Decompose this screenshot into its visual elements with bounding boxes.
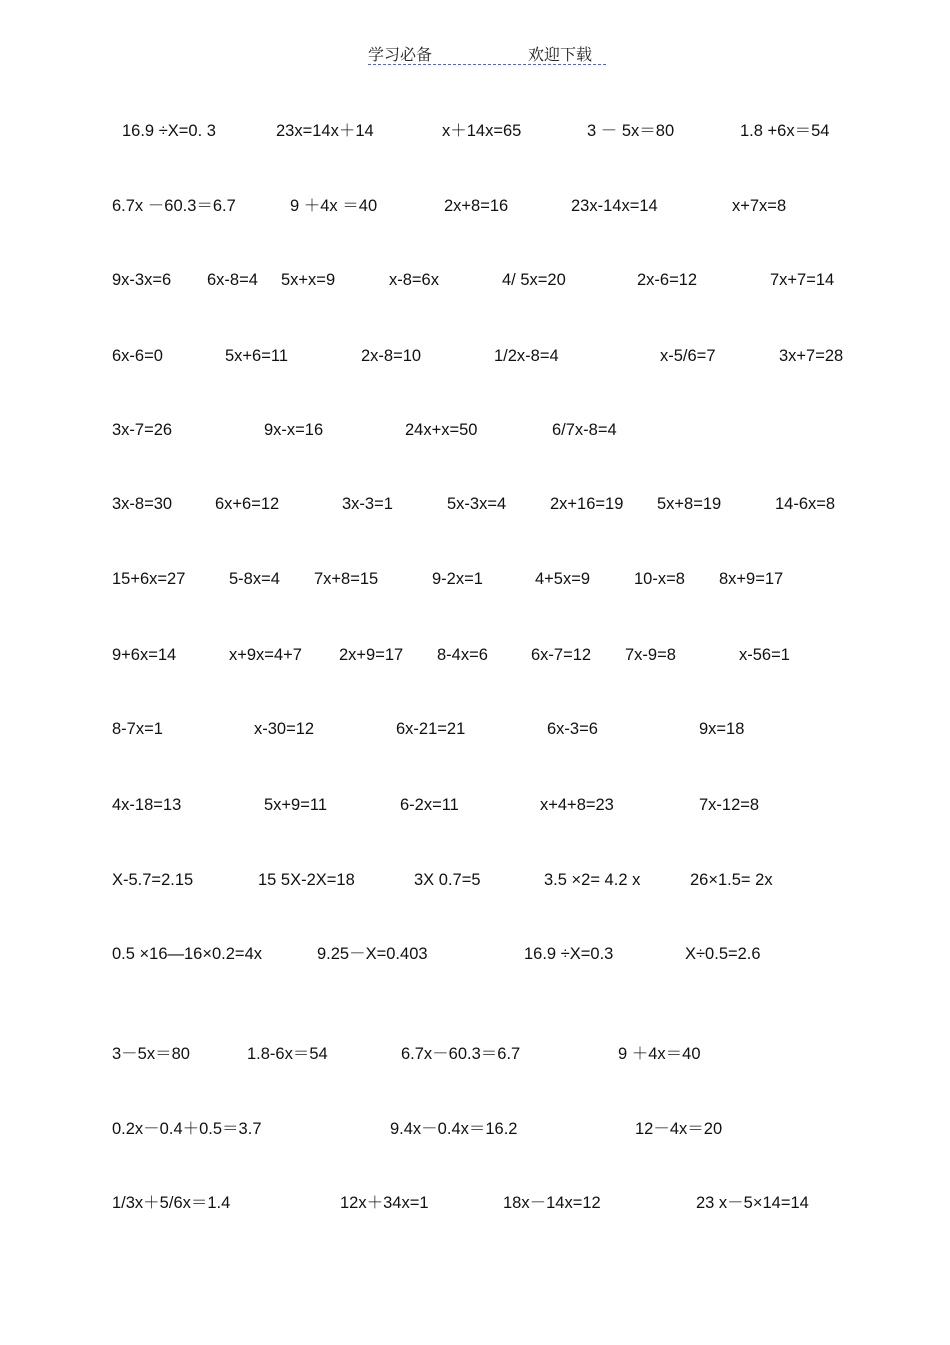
equation: 24x+x=50 xyxy=(405,421,478,439)
equation: 5x+6=11 xyxy=(225,347,289,365)
equation: 1/2x-8=4 xyxy=(494,347,559,365)
equation: 2x-8=10 xyxy=(361,347,422,365)
equation: 9x-3x=6 xyxy=(112,271,172,289)
equation: 2x-6=12 xyxy=(637,271,698,289)
equation: 9.4x－0.4x＝16.2 xyxy=(390,1120,518,1138)
equation: x-5/6=7 xyxy=(660,347,716,365)
equation: 0.2x－0.4＋0.5＝3.7 xyxy=(112,1120,262,1138)
equation: 6x-6=0 xyxy=(112,347,163,365)
equation: 1.8 +6x＝54 xyxy=(740,122,830,140)
equation: 5x+9=11 xyxy=(264,796,328,814)
equation: 6x-8=4 xyxy=(207,271,258,289)
equation: 9-2x=1 xyxy=(432,570,483,588)
header-right-text: 欢迎下载 xyxy=(528,45,593,64)
equation: 3 － 5x＝80 xyxy=(587,122,675,140)
equation: 9 ＋4x＝40 xyxy=(618,1045,701,1063)
equation: X-5.7=2.15 xyxy=(112,871,194,889)
equation: 26×1.5= 2x xyxy=(690,871,773,889)
equation: 7x-12=8 xyxy=(699,796,760,814)
equation: 5-8x=4 xyxy=(229,570,280,588)
page-header xyxy=(0,40,950,70)
equation: 6/7x-8=4 xyxy=(552,421,617,439)
equation: 9 ＋4x ＝40 xyxy=(290,197,378,215)
equation: 6.7x－60.3＝6.7 xyxy=(401,1045,521,1063)
equation: x-8=6x xyxy=(389,271,439,289)
equation: 2x+8=16 xyxy=(444,197,509,215)
equation: x+9x=4+7 xyxy=(229,646,302,664)
equation: x-30=12 xyxy=(254,720,315,738)
equation: 0.5 ×16—16×0.2=4x xyxy=(112,945,262,963)
equation: 18x－14x=12 xyxy=(503,1194,601,1212)
equation: x+4+8=23 xyxy=(540,796,614,814)
equation: 7x+8=15 xyxy=(314,570,379,588)
equation: 14-6x=8 xyxy=(775,495,836,513)
equation: 6.7x －60.3＝6.7 xyxy=(112,197,236,215)
equation: 6x-3=6 xyxy=(547,720,598,738)
equation: 10-x=8 xyxy=(634,570,685,588)
equation: 16.9 ÷X=0.3 xyxy=(524,945,614,963)
equation: 16.9 ÷X=0. 3 xyxy=(122,122,216,140)
equation: 1.8-6x＝54 xyxy=(247,1045,328,1063)
equation: 2x+16=19 xyxy=(550,495,624,513)
equation: 6-2x=11 xyxy=(400,796,459,814)
equation: 9+6x=14 xyxy=(112,646,177,664)
equation: 4x-18=13 xyxy=(112,796,182,814)
equation: 2x+9=17 xyxy=(339,646,404,664)
equation: 3x-3=1 xyxy=(342,495,393,513)
equation: 12－4x＝20 xyxy=(635,1120,723,1138)
equation: 5x+8=19 xyxy=(657,495,722,513)
header-divider xyxy=(368,64,606,65)
equation: 6x+6=12 xyxy=(215,495,280,513)
equation: 23 x－5×14=14 xyxy=(696,1194,809,1212)
equation: x＋14x=65 xyxy=(442,122,522,140)
equation: 1/3x＋5/6x＝1.4 xyxy=(112,1194,231,1212)
equation: 15+6x=27 xyxy=(112,570,186,588)
equation: 9x-x=16 xyxy=(264,421,324,439)
equation: 6x-21=21 xyxy=(396,720,466,738)
equation: 8-7x=1 xyxy=(112,720,163,738)
equation: 9.25－X=0.403 xyxy=(317,945,428,963)
equation: 8-4x=6 xyxy=(437,646,488,664)
equation: 8x+9=17 xyxy=(719,570,784,588)
equation: 15 5X-2X=18 xyxy=(258,871,355,889)
equation: 3.5 ×2= 4.2 x xyxy=(544,871,641,889)
equation: 4/ 5x=20 xyxy=(502,271,566,289)
equation: 6x-7=12 xyxy=(531,646,592,664)
equation: 7x+7=14 xyxy=(770,271,835,289)
equation: 5x-3x=4 xyxy=(447,495,507,513)
equation: 5x+x=9 xyxy=(281,271,336,289)
equation: 12x＋34x=1 xyxy=(340,1194,429,1212)
equation: 3x-8=30 xyxy=(112,495,173,513)
equation: x-56=1 xyxy=(739,646,790,664)
equation: 23x=14x＋14 xyxy=(276,122,374,140)
equation: 3X 0.7=5 xyxy=(414,871,481,889)
equation: x+7x=8 xyxy=(732,197,787,215)
equation: 3x-7=26 xyxy=(112,421,173,439)
header-left-text: 学习必备 xyxy=(368,45,433,64)
equation: 23x-14x=14 xyxy=(571,197,658,215)
equation: 7x-9=8 xyxy=(625,646,676,664)
equation: 4+5x=9 xyxy=(535,570,591,588)
equation: X÷0.5=2.6 xyxy=(685,945,761,963)
equation: 3x+7=28 xyxy=(779,347,844,365)
equation: 3－5x＝80 xyxy=(112,1045,190,1063)
equation: 9x=18 xyxy=(699,720,745,738)
